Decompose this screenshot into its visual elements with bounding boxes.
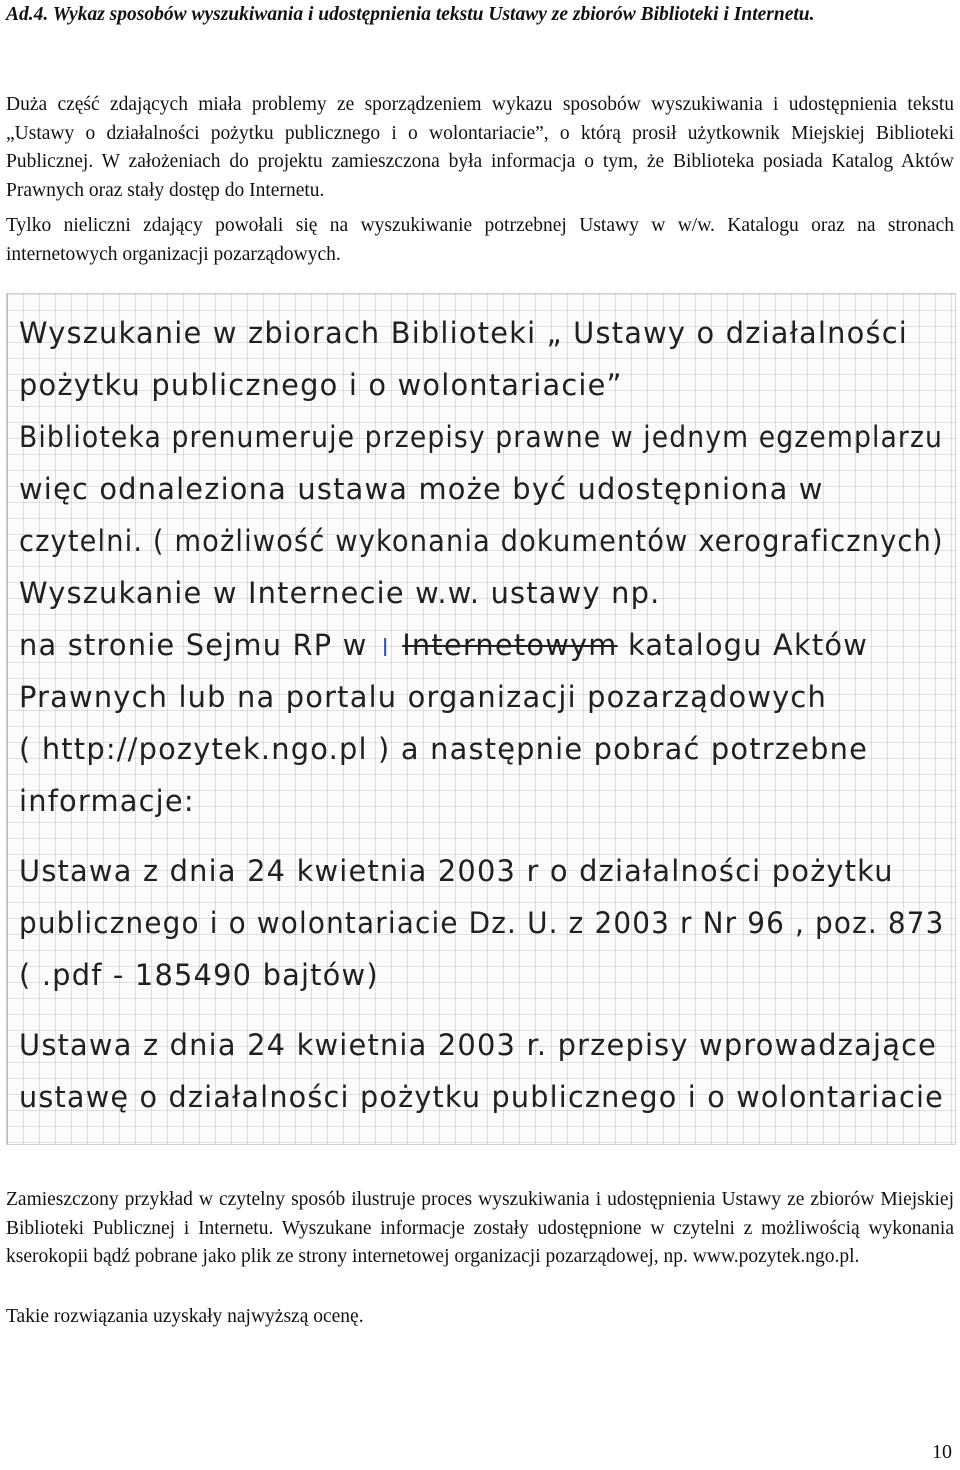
handwriting-segment: katalogu Aktów — [627, 628, 869, 662]
handwriting-line: publicznego i o wolontariacie Dz. U. z 2003 r Nr 96 , poz. 873 — [19, 906, 945, 940]
handwriting-line: Biblioteka prenumeruje przepisy prawne w jednym egzemplarzu — [19, 420, 944, 454]
handwriting-line: więc odnaleziona ustawa może być udostępniona w — [19, 472, 824, 506]
blue-pen-mark — [384, 638, 386, 656]
handwriting-line: Wyszukanie w Internecie w.w. ustawy np. — [19, 576, 661, 610]
handwriting-line: Ustawa z dnia 24 kwietnia 2003 r. przepisy wprowadzające — [19, 1028, 938, 1062]
paragraph-intro: Duża część zdających miała problemy ze sporządzeniem wykazu sposobów wyszukiwania i udostępnienia tekstu „Ustawy o działalności pożytku publicznego i o wolontariacie”, o którą prosił użytkownik Miejskiej Biblioteki Publicznej. W założeniach do projektu zamieszczona była informacja o tym, że Biblioteka posiada Katalog Aktów Prawnych oraz stały dostęp do Internetu. — [6, 94, 954, 201]
paragraph-conclusion: Takie rozwiązania uzyskały najwyższą ocenę. — [6, 1306, 364, 1327]
handwriting-line: pożytku publicznego i o wolontariacie” — [19, 368, 623, 402]
page-number: 10 — [932, 1441, 952, 1463]
struck-word: Internetowym — [402, 628, 618, 662]
handwriting-line: Ustawa z dnia 24 kwietnia 2003 r o działalności pożytku — [19, 854, 894, 888]
paragraph-few-candidates: Tylko nieliczni zdający powołali się na wyszukiwanie potrzebnej Ustawy w w/w. Katalogu oraz na stronach internetowych organizacji pozarządowych. — [6, 215, 954, 265]
handwriting-line: ( http://pozytek.ngo.pl ) a następnie pobrać potrzebne — [19, 732, 869, 766]
scan-margin-line — [7, 294, 8, 1144]
handwriting-line: ( .pdf - 185490 bajtów) — [19, 958, 379, 992]
handwriting-line: informacje: — [19, 784, 195, 818]
handwriting-line: Wyszukanie w zbiorach Biblioteki „ Ustawy o działalności — [19, 316, 908, 350]
paragraph-commentary: Zamieszczony przykład w czytelny sposób ilustruje proces wyszukiwania i udostępnienia Ustawy ze zbiorów Miejskiej Biblioteki Publicznej i Internetu. Wyszukane informacje zostały udostępnione w czytelni z możliwością wykonania kserokopii bądź pobrane jako plik ze strony internetowej organizacji pozarządowej, np. www.pozytek.ngo.pl. — [6, 1189, 954, 1267]
handwriting-line-with-strike — [19, 628, 944, 662]
handwritten-answer-scan — [6, 293, 956, 1145]
handwriting-segment: na stronie Sejmu RP w — [19, 628, 368, 662]
handwriting-line: ustawę o działalności pożytku publicznego i o wolontariacie — [19, 1080, 944, 1114]
handwriting-line: czytelni. ( możliwość wykonania dokumentów xerograficznych) — [19, 524, 944, 558]
section-heading: Ad.4. Wykaz sposobów wyszukiwania i udostępnienia tekstu Ustawy ze zbiorów Biblioteki i Internetu. — [6, 4, 815, 25]
handwriting-line: Prawnych lub na portalu organizacji pozarządowych — [19, 680, 827, 714]
